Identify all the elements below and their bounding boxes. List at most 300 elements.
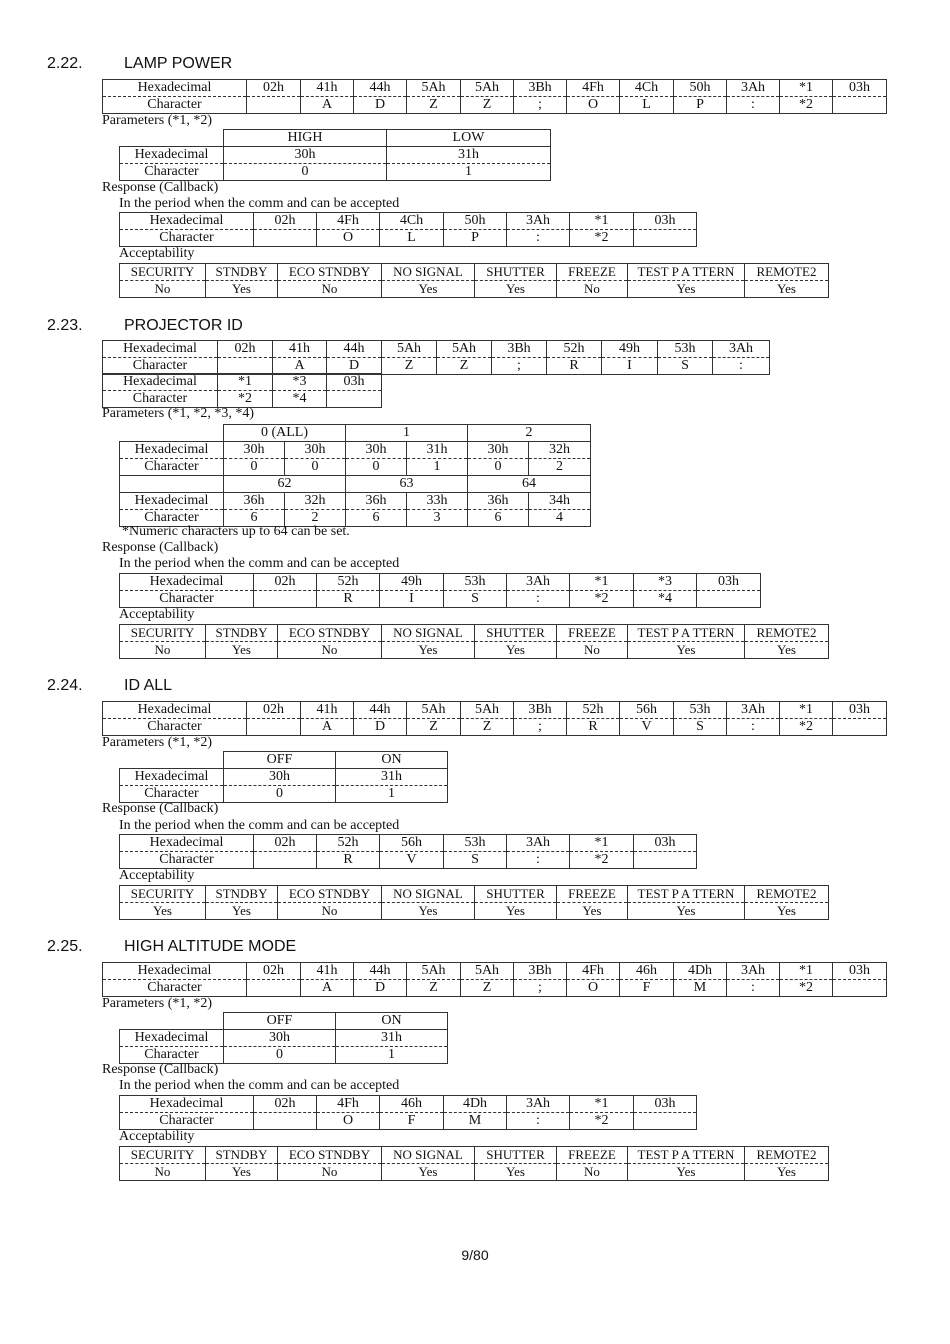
accept-head: ECO STNDBY bbox=[278, 264, 382, 281]
cell: : bbox=[507, 852, 570, 869]
parameters-table bbox=[119, 751, 448, 803]
cell: 56h bbox=[620, 702, 674, 719]
parameters-table bbox=[119, 1012, 448, 1064]
hex-row bbox=[120, 769, 448, 786]
hex-row bbox=[103, 963, 887, 980]
cell: 53h bbox=[444, 835, 507, 852]
accept-head: STNDBY bbox=[206, 264, 278, 281]
cell: *3 bbox=[634, 574, 697, 591]
command-table bbox=[102, 79, 887, 114]
blank-cell bbox=[120, 476, 224, 493]
cell bbox=[254, 852, 317, 869]
accept-head: FREEZE bbox=[557, 625, 628, 642]
cell: 30h bbox=[346, 442, 407, 459]
accept-head: REMOTE2 bbox=[745, 886, 829, 903]
cell: 0 bbox=[224, 459, 285, 476]
cell: 52h bbox=[317, 835, 380, 852]
cell: 1 bbox=[336, 1047, 448, 1064]
cell bbox=[247, 719, 301, 736]
parameters-table bbox=[119, 424, 591, 527]
cell: 41h bbox=[301, 80, 354, 97]
cell: 41h bbox=[301, 963, 354, 980]
row-label: Character bbox=[120, 852, 254, 869]
cell: 50h bbox=[674, 80, 727, 97]
acceptability-label: Acceptability bbox=[119, 1129, 195, 1144]
accept-value: No bbox=[278, 642, 382, 659]
accept-head-row bbox=[120, 886, 829, 903]
parameters-table bbox=[119, 129, 551, 181]
cell bbox=[634, 230, 697, 247]
cell: 31h bbox=[387, 147, 551, 164]
cell: 02h bbox=[247, 702, 301, 719]
cell: 03h bbox=[833, 963, 887, 980]
command-table bbox=[102, 962, 887, 997]
cell: *2 bbox=[570, 230, 634, 247]
accept-head: ECO STNDBY bbox=[278, 1147, 382, 1164]
cell: Z bbox=[382, 358, 437, 375]
hex-row bbox=[120, 493, 591, 510]
blank-cell bbox=[120, 130, 224, 147]
blank-cell bbox=[120, 1013, 224, 1030]
cell: 4Fh bbox=[567, 963, 620, 980]
accept-head: ECO STNDBY bbox=[278, 886, 382, 903]
accept-value: No bbox=[120, 642, 206, 659]
cell: I bbox=[602, 358, 658, 375]
cell: 5Ah bbox=[461, 80, 514, 97]
row-label: Character bbox=[103, 358, 218, 375]
param-head: 2 bbox=[468, 425, 591, 442]
char-row bbox=[120, 786, 448, 803]
page-number: 9/80 bbox=[461, 1247, 489, 1263]
accept-value: Yes bbox=[382, 1164, 475, 1181]
cell: : bbox=[727, 719, 780, 736]
row-label: Character bbox=[120, 164, 224, 181]
acceptability-label: Acceptability bbox=[119, 246, 195, 261]
cell: L bbox=[620, 97, 674, 114]
cell: *2 bbox=[218, 391, 273, 408]
cell: 0 bbox=[346, 459, 407, 476]
cell: O bbox=[317, 230, 380, 247]
cell: : bbox=[727, 97, 780, 114]
cell: 4Ch bbox=[620, 80, 674, 97]
row-label: Hexadecimal bbox=[103, 374, 218, 391]
cell: *2 bbox=[570, 1113, 634, 1130]
row-label: Hexadecimal bbox=[120, 769, 224, 786]
row-label: Character bbox=[120, 230, 254, 247]
cell: ; bbox=[514, 97, 567, 114]
accept-head: FREEZE bbox=[557, 1147, 628, 1164]
cell: *1 bbox=[570, 835, 634, 852]
cell: ; bbox=[514, 719, 567, 736]
cell: 4Dh bbox=[444, 1096, 507, 1113]
cell: *2 bbox=[780, 980, 833, 997]
accept-head: SHUTTER bbox=[475, 886, 557, 903]
cell: 02h bbox=[247, 80, 301, 97]
hex-row bbox=[103, 80, 887, 97]
cell: 30h bbox=[468, 442, 529, 459]
accept-head-row bbox=[120, 625, 829, 642]
section-number: 2.25. bbox=[47, 938, 83, 955]
accept-head: STNDBY bbox=[206, 886, 278, 903]
period-label: In the period when the comm and can be accepted bbox=[119, 818, 400, 833]
cell: 03h bbox=[634, 835, 697, 852]
cell: 46h bbox=[380, 1096, 444, 1113]
cell: 53h bbox=[674, 702, 727, 719]
parameters-label: Parameters (*1, *2) bbox=[102, 996, 213, 1011]
cell: 6 bbox=[224, 510, 285, 527]
row-label: Character bbox=[120, 1047, 224, 1064]
cell: 49h bbox=[380, 574, 444, 591]
accept-value: Yes bbox=[628, 281, 745, 298]
accept-value: Yes bbox=[628, 903, 745, 920]
acceptability-table bbox=[119, 624, 829, 659]
cell: Z bbox=[437, 358, 492, 375]
cell: M bbox=[444, 1113, 507, 1130]
cell: 0 bbox=[468, 459, 529, 476]
accept-value-row bbox=[120, 1164, 829, 1181]
cell: *2 bbox=[570, 852, 634, 869]
cell: R bbox=[317, 852, 380, 869]
cell bbox=[254, 591, 317, 608]
cell: S bbox=[674, 719, 727, 736]
cell: 02h bbox=[247, 963, 301, 980]
cell: 31h bbox=[336, 769, 448, 786]
cell: 52h bbox=[567, 702, 620, 719]
char-row bbox=[120, 1047, 448, 1064]
accept-value: Yes bbox=[206, 903, 278, 920]
accept-value: No bbox=[120, 1164, 206, 1181]
param-head-row bbox=[120, 476, 591, 493]
accept-value-row bbox=[120, 642, 829, 659]
row-label: Character bbox=[103, 391, 218, 408]
accept-head: SHUTTER bbox=[475, 625, 557, 642]
accept-value: No bbox=[557, 1164, 628, 1181]
cell: L bbox=[380, 230, 444, 247]
param-head: OFF bbox=[224, 752, 336, 769]
cell: 1 bbox=[387, 164, 551, 181]
cell: 5Ah bbox=[407, 702, 461, 719]
row-label: Hexadecimal bbox=[103, 702, 247, 719]
hex-row bbox=[120, 835, 697, 852]
cell: O bbox=[567, 97, 620, 114]
cell: 4Fh bbox=[317, 213, 380, 230]
cell: 3Ah bbox=[507, 574, 570, 591]
cell: 5Ah bbox=[407, 80, 461, 97]
row-label: Hexadecimal bbox=[120, 213, 254, 230]
param-head: OFF bbox=[224, 1013, 336, 1030]
response-table bbox=[119, 834, 697, 869]
accept-value: No bbox=[557, 642, 628, 659]
cell: P bbox=[444, 230, 507, 247]
cell: 36h bbox=[346, 493, 407, 510]
accept-head: NO SIGNAL bbox=[382, 264, 475, 281]
cell: 41h bbox=[301, 702, 354, 719]
row-label: Character bbox=[120, 1113, 254, 1130]
cell: 44h bbox=[354, 80, 407, 97]
cell: D bbox=[327, 358, 382, 375]
blank-cell bbox=[120, 752, 224, 769]
hex-row bbox=[120, 442, 591, 459]
cell: Z bbox=[461, 97, 514, 114]
cell: *2 bbox=[780, 97, 833, 114]
accept-head: STNDBY bbox=[206, 1147, 278, 1164]
cell: O bbox=[317, 1113, 380, 1130]
acceptability-table bbox=[119, 263, 829, 298]
cell: *1 bbox=[570, 574, 634, 591]
row-label: Character bbox=[103, 97, 247, 114]
accept-value: Yes bbox=[206, 281, 278, 298]
accept-value: Yes bbox=[206, 642, 278, 659]
row-label: Character bbox=[120, 459, 224, 476]
cell bbox=[634, 1113, 697, 1130]
section-number: 2.23. bbox=[47, 317, 83, 334]
cell: 5Ah bbox=[407, 963, 461, 980]
cell: 30h bbox=[224, 147, 387, 164]
param-head: ON bbox=[336, 1013, 448, 1030]
cell: I bbox=[380, 591, 444, 608]
cell: S bbox=[658, 358, 713, 375]
param-head: 0 (ALL) bbox=[224, 425, 346, 442]
row-label: Hexadecimal bbox=[120, 1030, 224, 1047]
parameters-label: Parameters (*1, *2) bbox=[102, 113, 213, 128]
cell: S bbox=[444, 591, 507, 608]
accept-head: REMOTE2 bbox=[745, 264, 829, 281]
accept-head: SHUTTER bbox=[475, 1147, 557, 1164]
response-label: Response (Callback) bbox=[102, 540, 219, 555]
cell: A bbox=[301, 980, 354, 997]
accept-head: FREEZE bbox=[557, 264, 628, 281]
char-row bbox=[103, 980, 887, 997]
row-label: Hexadecimal bbox=[103, 341, 218, 358]
row-label: Hexadecimal bbox=[120, 835, 254, 852]
cell: 5Ah bbox=[461, 963, 514, 980]
cell: 02h bbox=[254, 213, 317, 230]
row-label: Hexadecimal bbox=[120, 493, 224, 510]
accept-head: FREEZE bbox=[557, 886, 628, 903]
cell bbox=[634, 852, 697, 869]
cell: 41h bbox=[273, 341, 327, 358]
command-table bbox=[102, 701, 887, 736]
cell: 44h bbox=[327, 341, 382, 358]
hex-row bbox=[103, 702, 887, 719]
cell: 03h bbox=[697, 574, 761, 591]
cell: 5Ah bbox=[437, 341, 492, 358]
accept-value: No bbox=[120, 281, 206, 298]
cell: 53h bbox=[658, 341, 713, 358]
accept-head: REMOTE2 bbox=[745, 1147, 829, 1164]
param-head: 1 bbox=[346, 425, 468, 442]
cell: 34h bbox=[529, 493, 591, 510]
cell: 46h bbox=[620, 963, 674, 980]
cell: 52h bbox=[317, 574, 380, 591]
blank-cell bbox=[120, 425, 224, 442]
cell: Z bbox=[407, 980, 461, 997]
row-label: Hexadecimal bbox=[120, 442, 224, 459]
cell bbox=[833, 980, 887, 997]
cell: Z bbox=[407, 97, 461, 114]
cell: : bbox=[713, 358, 770, 375]
accept-head: NO SIGNAL bbox=[382, 625, 475, 642]
row-label: Hexadecimal bbox=[120, 574, 254, 591]
cell: 36h bbox=[468, 493, 529, 510]
param-head: 64 bbox=[468, 476, 591, 493]
accept-value: No bbox=[557, 281, 628, 298]
accept-value: Yes bbox=[475, 1164, 557, 1181]
cell: 3Ah bbox=[727, 80, 780, 97]
period-label: In the period when the comm and can be accepted bbox=[119, 556, 400, 571]
hex-row bbox=[120, 147, 551, 164]
accept-head: SECURITY bbox=[120, 625, 206, 642]
accept-head: REMOTE2 bbox=[745, 625, 829, 642]
accept-value: Yes bbox=[475, 642, 557, 659]
hex-row bbox=[120, 213, 697, 230]
param-head: HIGH bbox=[224, 130, 387, 147]
cell: 32h bbox=[529, 442, 591, 459]
row-label: Character bbox=[103, 980, 247, 997]
accept-value: No bbox=[278, 1164, 382, 1181]
accept-value: Yes bbox=[628, 1164, 745, 1181]
row-label: Character bbox=[120, 786, 224, 803]
cell: A bbox=[301, 719, 354, 736]
cell: 0 bbox=[224, 164, 387, 181]
cell: 30h bbox=[224, 769, 336, 786]
cell: 36h bbox=[224, 493, 285, 510]
parameters-label: Parameters (*1, *2, *3, *4) bbox=[102, 406, 255, 421]
row-label: Character bbox=[120, 591, 254, 608]
accept-head: TEST P A TTERN bbox=[628, 1147, 745, 1164]
row-label: Hexadecimal bbox=[120, 147, 224, 164]
cell: : bbox=[727, 980, 780, 997]
cell: 4 bbox=[529, 510, 591, 527]
accept-value: Yes bbox=[745, 642, 829, 659]
cell: *1 bbox=[570, 1096, 634, 1113]
cell: Z bbox=[407, 719, 461, 736]
char-row bbox=[120, 164, 551, 181]
cell: 3Bh bbox=[514, 963, 567, 980]
cell: 3Ah bbox=[507, 835, 570, 852]
accept-head: NO SIGNAL bbox=[382, 886, 475, 903]
cell bbox=[247, 980, 301, 997]
hex-row bbox=[103, 374, 382, 391]
char-row bbox=[103, 358, 770, 375]
cell: D bbox=[354, 97, 407, 114]
cell: R bbox=[317, 591, 380, 608]
cell: *1 bbox=[570, 213, 634, 230]
parameters-note: *Numeric characters up to 64 can be set. bbox=[122, 524, 350, 539]
cell: : bbox=[507, 230, 570, 247]
cell: 03h bbox=[833, 80, 887, 97]
accept-value: Yes bbox=[382, 642, 475, 659]
cell: 3Ah bbox=[713, 341, 770, 358]
cell bbox=[327, 391, 382, 408]
cell: 1 bbox=[336, 786, 448, 803]
char-row bbox=[120, 459, 591, 476]
accept-head: SECURITY bbox=[120, 264, 206, 281]
response-label: Response (Callback) bbox=[102, 180, 219, 195]
cell: 3Bh bbox=[492, 341, 547, 358]
cell bbox=[247, 97, 301, 114]
cell: 1 bbox=[407, 459, 468, 476]
accept-head: STNDBY bbox=[206, 625, 278, 642]
cell: ; bbox=[492, 358, 547, 375]
section-number: 2.22. bbox=[47, 55, 83, 72]
accept-head: ECO STNDBY bbox=[278, 625, 382, 642]
char-row bbox=[120, 852, 697, 869]
cell: 6 bbox=[346, 510, 407, 527]
cell: 5Ah bbox=[461, 702, 514, 719]
section-title: HIGH ALTITUDE MODE bbox=[124, 938, 297, 955]
response-label: Response (Callback) bbox=[102, 801, 219, 816]
cell: 30h bbox=[224, 1030, 336, 1047]
cell: *1 bbox=[780, 963, 833, 980]
cell bbox=[218, 358, 273, 375]
param-head-row bbox=[120, 752, 448, 769]
acceptability-label: Acceptability bbox=[119, 868, 195, 883]
row-label: Hexadecimal bbox=[103, 963, 247, 980]
cell: F bbox=[620, 980, 674, 997]
cell: 02h bbox=[254, 574, 317, 591]
cell: 3Ah bbox=[727, 963, 780, 980]
accept-head-row bbox=[120, 1147, 829, 1164]
acceptability-table bbox=[119, 885, 829, 920]
cell: 3Ah bbox=[507, 213, 570, 230]
row-label: Character bbox=[120, 510, 224, 527]
param-head: LOW bbox=[387, 130, 551, 147]
cell: 53h bbox=[444, 574, 507, 591]
row-label: Hexadecimal bbox=[120, 1096, 254, 1113]
cell: V bbox=[620, 719, 674, 736]
cell: 03h bbox=[833, 702, 887, 719]
cell: *4 bbox=[634, 591, 697, 608]
cell: 49h bbox=[602, 341, 658, 358]
hex-row bbox=[120, 1096, 697, 1113]
accept-head: TEST P A TTERN bbox=[628, 264, 745, 281]
cell: Z bbox=[461, 719, 514, 736]
char-row bbox=[120, 1113, 697, 1130]
accept-value: Yes bbox=[628, 642, 745, 659]
parameters-label: Parameters (*1, *2) bbox=[102, 735, 213, 750]
accept-value: Yes bbox=[745, 903, 829, 920]
cell bbox=[254, 1113, 317, 1130]
response-table bbox=[119, 573, 761, 608]
cell: S bbox=[444, 852, 507, 869]
param-head: 62 bbox=[224, 476, 346, 493]
period-label: In the period when the comm and can be accepted bbox=[119, 196, 400, 211]
command-table-continued bbox=[102, 373, 382, 408]
cell: *4 bbox=[273, 391, 327, 408]
cell: *1 bbox=[780, 702, 833, 719]
accept-value: Yes bbox=[745, 1164, 829, 1181]
cell: 03h bbox=[634, 1096, 697, 1113]
cell: 2 bbox=[285, 510, 346, 527]
cell: 3Ah bbox=[507, 1096, 570, 1113]
cell: P bbox=[674, 97, 727, 114]
param-head: ON bbox=[336, 752, 448, 769]
accept-value: Yes bbox=[745, 281, 829, 298]
char-row bbox=[103, 391, 382, 408]
cell: A bbox=[273, 358, 327, 375]
accept-head: TEST P A TTERN bbox=[628, 886, 745, 903]
cell: 5Ah bbox=[382, 341, 437, 358]
row-label: Hexadecimal bbox=[103, 80, 247, 97]
response-table bbox=[119, 1095, 697, 1130]
cell: Z bbox=[461, 980, 514, 997]
accept-value: Yes bbox=[382, 903, 475, 920]
cell: 02h bbox=[254, 835, 317, 852]
cell: 6 bbox=[468, 510, 529, 527]
cell: *3 bbox=[273, 374, 327, 391]
accept-value-row bbox=[120, 903, 829, 920]
